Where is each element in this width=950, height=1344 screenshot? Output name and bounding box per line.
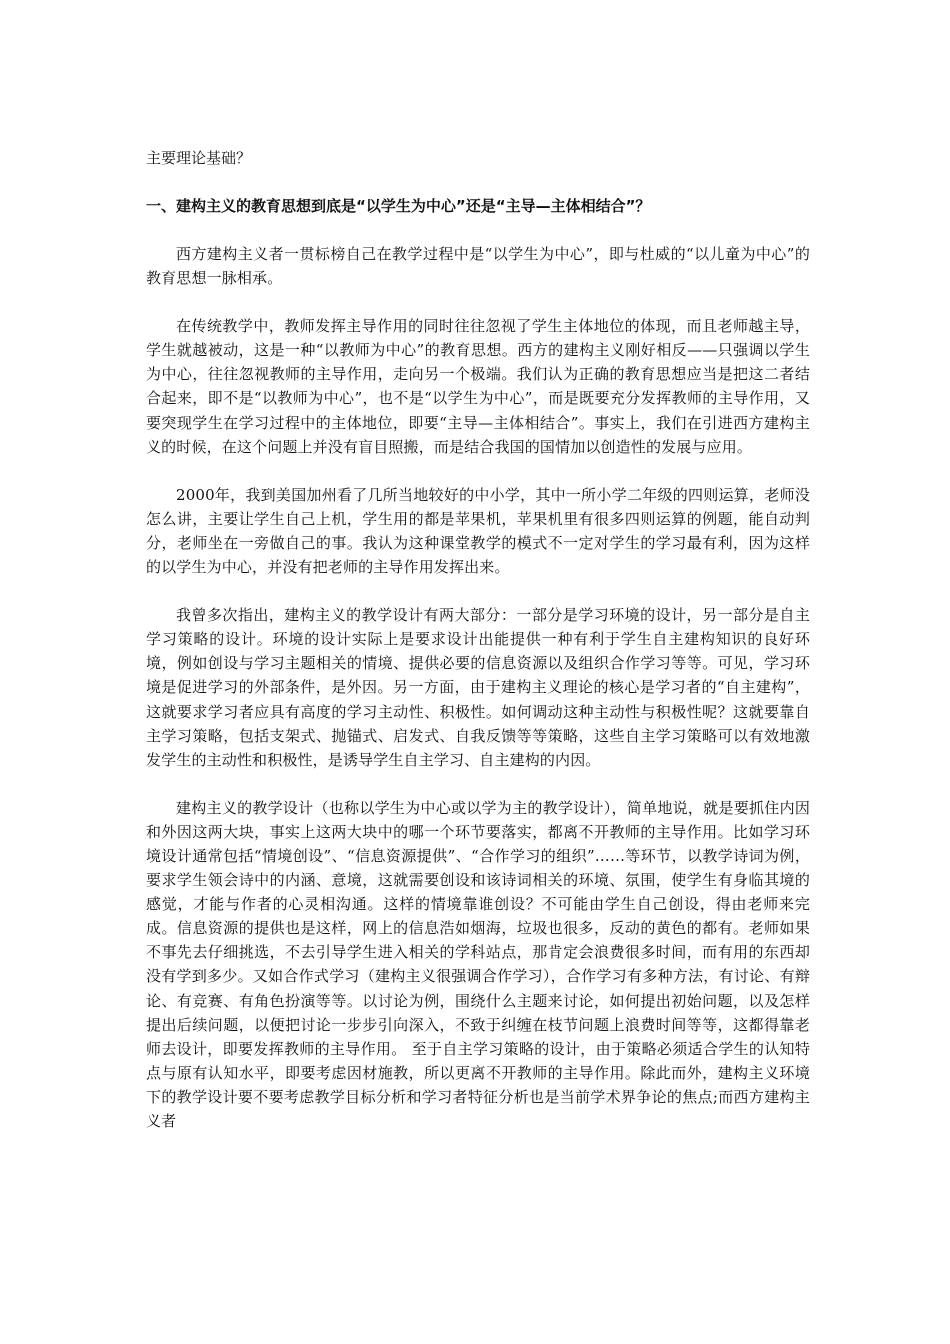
intro-line: 主要理论基础？: [146, 149, 252, 167]
paragraph-3: 2000年，我到美国加州看了几所当地较好的中小学，其中一所小学二年级的四则运算，老师没怎么讲，主要让学生自己上机，学生用的都是苹果机，苹果机里有很多四则运算的例题，能自动判分，老师坐在一旁做自己的事。我认为这种课堂教学的模式不一定对学生的学习最有利，因为这样的以学生为中心，并没有把老师的主导作用发挥出来。: [146, 485, 810, 577]
paragraph-2: 在传统教学中，教师发挥主导作用的同时往往忽视了学生主体地位的体现，而且老师越主导，学生就越被动，这是一种“以教师为中心”的教育思想。西方的建构主义刚好相反——只强调以学生为中心，往往忽视教师的主导作用，走向另一个极端。我们认为正确的教育思想应当是把这二者结合起来，即不是“以教师为中心”，也不是“以学生为中心”，而是既要充分发挥教师的主导作用，又要突现学生在学习过程中的主体地位，即要“主导—主体相结合”。事实上，我们在引进西方建构主义的时候，在这个问题上并没有盲目照搬，而是结合我国的国情加以创造性的发展与应用。: [146, 317, 810, 456]
paragraph-4: 我曾多次指出，建构主义的教学设计有两大部分：一部分是学习环境的设计，另一部分是自主学习策略的设计。环境的设计实际上是要求设计出能提供一种有利于学生自主建构知识的良好环境，例如创设与学习主题相关的情境、提供必要的信息资源以及组织合作学习等等。可见，学习环境是促进学习的外部条件，是外因。另一方面，由于建构主义理论的核心是学习者的“自主建构”，这就要求学习者应具有高度的学习主动性、积极性。如何调动这种主动性与积极性呢？这就要靠自主学习策略，包括支架式、抛锚式、启发式、自我反馈等等策略，这些自主学习策略可以有效地激发学生的主动性和积极性，是诱导学生自主学习、自主建构的内因。: [146, 606, 810, 769]
paragraph-5: 建构主义的教学设计（也称以学生为中心或以学为主的教学设计），简单地说，就是要抓住内因和外因这两大块，事实上这两大块中的哪一个环节要落实，都离不开教师的主导作用。比如学习环境设计通常包括“情境创设”、“信息资源提供”、“合作学习的组织”……等环节，以教学诗词为例，要求学生领会诗中的内涵、意境，这就需要创设和该诗词相关的环境、氛围，使学生有身临其境的感觉，才能与作者的心灵相沟通。这样的情境靠谁创设？不可能由学生自己创设，得由老师来完成。信息资源的提供也是这样，网上的信息浩如烟海，垃圾也很多，反动的黄色的都有。老师如果不事先去仔细挑选，不去引导学生进入相关的学科站点，那肯定会浪费很多时间，而有用的东西却没有学到多少。又如合作式学习（建构主义很强调合作学习），合作学习有多种方法，有讨论、有辩论、有竞赛、有角色扮演等等。以讨论为例，围绕什么主题来讨论，如何提出初始问题，以及怎样提出后续问题，以便把讨论一步步引向深入，不致于纠缠在枝节问题上浪费时间等等，这都得靠老师去设计，即要发挥教师的主导作用。 至于自主学习策略的设计，由于策略必须适合学生的认知特点与原有认知水平，即要考虑因材施教，所以更离不开教师的主导作用。除此而外，建构主义环境下的教学设计要不要考虑教学目标分析和学习者特征分析也是当前学术界争论的焦点;而西方建构主义者: [146, 798, 810, 1130]
document-page: [146, 146, 810, 1133]
paragraph-1: 西方建构主义者一贯标榜自己在教学过程中是“以学生为中心”，即与杜威的“以儿童为中心”的教育思想一脉相承。: [146, 245, 810, 288]
section-heading: 一、建构主义的教育思想到底是“以学生为中心”还是“主导—主体相结合”？: [146, 197, 651, 215]
